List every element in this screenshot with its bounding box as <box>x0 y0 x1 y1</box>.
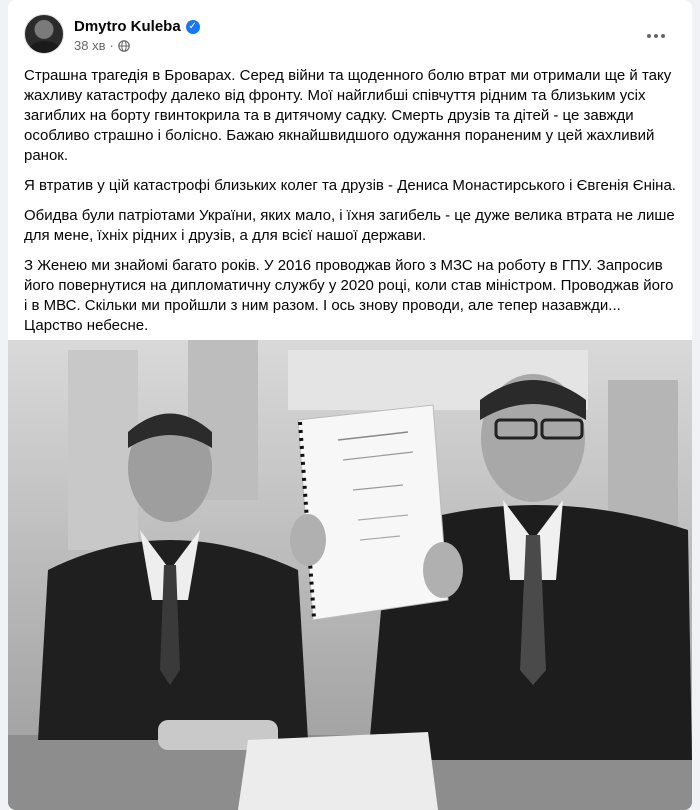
author-avatar[interactable] <box>24 14 64 54</box>
globe-icon <box>118 40 130 52</box>
post-meta <box>74 38 130 53</box>
author-name[interactable]: Dmytro Kuleba <box>74 18 181 35</box>
post-body <box>24 66 679 346</box>
avatar-figure <box>29 41 61 54</box>
post-header <box>24 14 674 58</box>
verified-badge-icon: ✓ <box>186 20 200 34</box>
post-card <box>8 0 692 810</box>
author-row <box>74 18 200 35</box>
post-paragraph: Обидва були патріотами України, яких мало, і їхня загибель - це дуже велика втрата не лише для мене, їхніх рідних і друзів, а для всієї нашої держави. <box>24 207 675 244</box>
post-time[interactable]: 38 хв <box>74 38 106 53</box>
post-photo[interactable] <box>8 340 692 810</box>
meta-separator: · <box>109 38 114 53</box>
post-paragraph: Я втратив у цій катастрофі близьких колег та друзів - Дениса Монастирського і Євгенія Єніна. <box>24 177 676 194</box>
more-options-icon[interactable] <box>638 18 674 54</box>
post-paragraph: З Женею ми знайомі багато років. У 2016 проводжав його з МЗС на роботу в ГПУ. Запросив його повернутися на дипломатичну службу у 2020 році, коли став міністром. Проводжав його і в МВС. Скільки ми пройшли з ним разом. І ось знову проводи, але тепер назавжди... Царство небесне. <box>24 257 674 334</box>
post-paragraph: Страшна трагедія в Броварах. Серед війни та щоденного болю втрат ми отримали ще й таку жахливу катастрофу далеко від фронту. Мої найглибші співчуття рідним та близьким усіх загиблих на борту гвинтокрила та в дитячому садку. Смерть друзів та дітей - це завжди особливо страшно і болісно. Бажаю якнайшвидшого одужання пораненим у цей жахливий ранок. <box>24 67 672 164</box>
